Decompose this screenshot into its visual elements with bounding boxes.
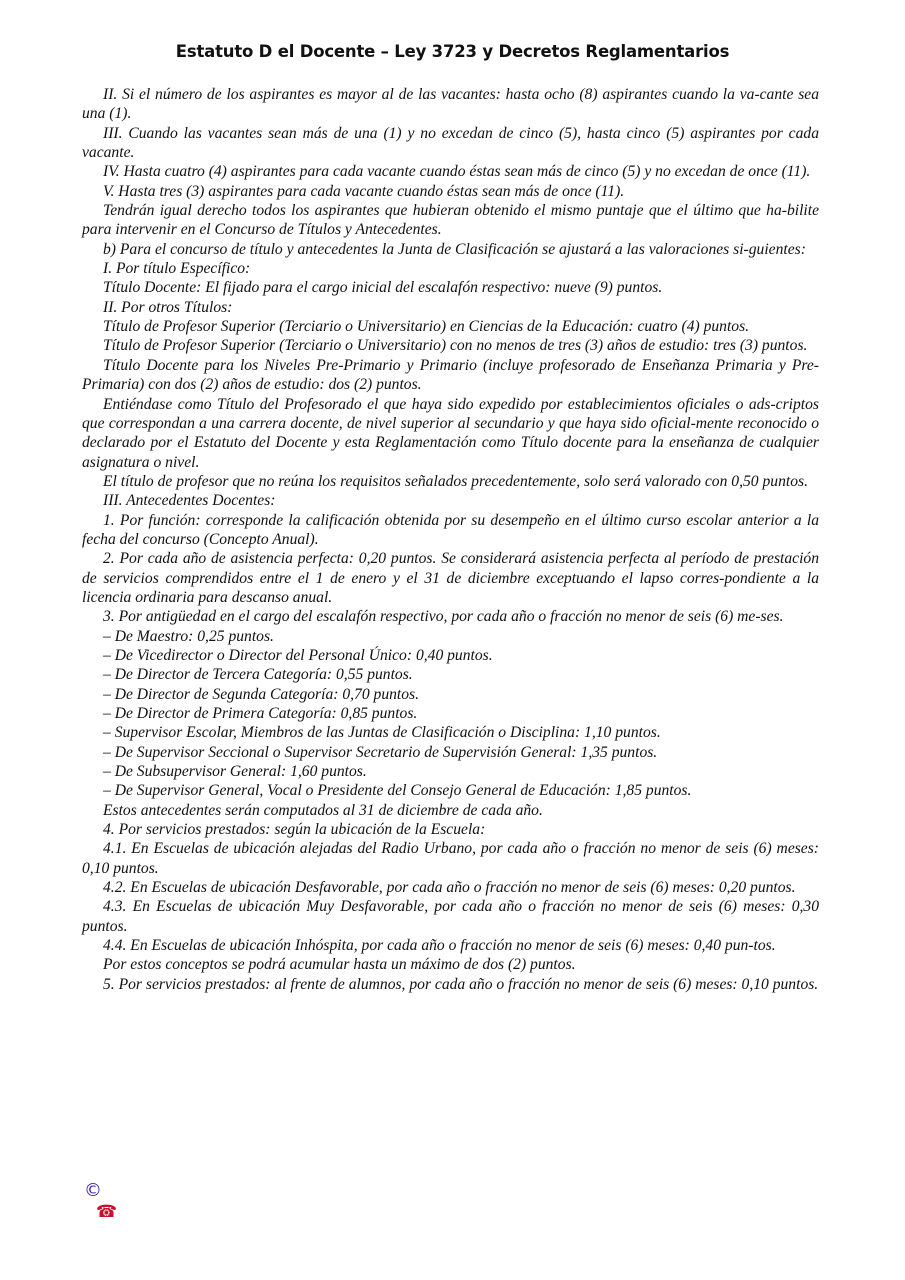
paragraph: IV. Hasta cuatro (4) aspirantes para cada vacante cuando éstas sean más de cinco (5) y no excedan de once (11).: [103, 163, 811, 181]
paragraph: II. Por otros Títulos:: [103, 298, 233, 316]
paragraph: Título Docente para los Niveles Pre-Primario y Primario (incluye profesorado de Enseñanza Primaria y Pre-Primaria) con dos (2) años de estudio: dos (2) puntos.: [82, 356, 819, 394]
paragraph: b) Para el concurso de título y antecedentes la Junta de Clasificación se ajustará a las valoraciones si-guientes:: [103, 240, 806, 258]
list-item: – Supervisor Escolar, Miembros de las Juntas de Clasificación o Disciplina: 1,10 puntos.: [103, 724, 661, 742]
list-item: – De Supervisor General, Vocal o Presidente del Consejo General de Educación: 1,85 puntos.: [103, 782, 692, 800]
paragraph: I. Por título Específico:: [103, 260, 251, 278]
paragraph: V. Hasta tres (3) aspirantes para cada vacante cuando éstas sean más de once (11).: [103, 182, 625, 200]
paragraph: El título de profesor que no reúna los requisitos señalados precedentemente, solo será valorado con 0,50 puntos.: [103, 472, 808, 490]
list-item: – De Maestro: 0,25 puntos.: [103, 627, 274, 645]
paragraph: 4.3. En Escuelas de ubicación Muy Desfavorable, por cada año o fracción no menor de seis (6) meses: 0,30 puntos.: [82, 898, 819, 935]
paragraph: 4.4. En Escuelas de ubicación Inhóspita, por cada año o fracción no menor de seis (6) meses: 0,40 pun-tos.: [103, 937, 776, 955]
paragraph: 2. Por cada año de asistencia perfecta: 0,20 puntos. Se considerará asistencia perfecta al período de prestación de servicios comprendidos entre el 1 de enero y el 31 de diciembre exceptuando el lapso corres-pondiente a la licencia ordinaria para descanso anual.: [82, 550, 819, 606]
paragraph: II. Si el número de los aspirantes es mayor al de las vacantes: hasta ocho (8) aspirantes cuando la va-cante sea una (1).: [82, 86, 819, 123]
paragraph: Entiéndase como Título del Profesorado el que haya sido expedido por establecimientos oficiales o ads-criptos que correspondan a una carrera docente, de nivel superior al secundario y que haya sido oficial-mente reconocido o declarado por el Estatuto del Docente y esta Reglamentación como Título docente para la enseñanza de cualquier asignatura o nivel.: [82, 395, 819, 471]
paragraph: Tendrán igual derecho todos los aspirantes que hubieran obtenido el mismo puntaje que el último que ha-bilite para intervenir en el Concurso de Títulos y Antecedentes.: [82, 202, 819, 239]
paragraph: III. Antecedentes Docentes:: [103, 492, 276, 510]
footer: [84, 1180, 384, 1222]
paragraph: Estos antecedentes serán computados al 31 de diciembre de cada año.: [103, 801, 543, 819]
paragraph: Título de Profesor Superior (Terciario o Universitario) en Ciencias de la Educación: cuatro (4) puntos.: [103, 318, 750, 336]
page-title: Estatuto D el Docente – Ley 3723 y Decretos Reglamentarios: [175, 42, 730, 61]
paragraph: 4.2. En Escuelas de ubicación Desfavorable, por cada año o fracción no menor de seis (6) meses: 0,20 puntos.: [103, 879, 796, 897]
paragraph: 3. Por antigüedad en el cargo del escalafón respectivo, por cada año o fracción no menor de seis (6) me-ses.: [103, 608, 784, 626]
footer-copyright-row: [84, 1180, 384, 1201]
paragraph: 4.1. En Escuelas de ubicación alejadas del Radio Urbano, por cada año o fracción no menor de seis (6) meses: 0,10 puntos.: [82, 840, 819, 877]
paragraph: Título de Profesor Superior (Terciario o Universitario) con no menos de tres (3) años de estudio: tres (3) puntos.: [103, 337, 808, 355]
list-item: – De Director de Tercera Categoría: 0,55 puntos.: [103, 666, 413, 684]
list-item: – De Director de Segunda Categoría: 0,70 puntos.: [103, 685, 420, 703]
list-item: – De Director de Primera Categoría: 0,85 puntos.: [103, 705, 418, 722]
document-body: [82, 85, 819, 994]
list-item: – De Vicedirector o Director del Personal Único: 0,40 puntos.: [103, 646, 493, 664]
copyright-icon: ©: [84, 1180, 102, 1201]
footer-phone-row: [84, 1201, 384, 1222]
list-item: – De Supervisor Seccional o Supervisor Secretario de Supervisión General: 1,35 puntos.: [103, 743, 658, 761]
phone-icon: ☎: [96, 1201, 118, 1222]
paragraph: 4. Por servicios prestados: según la ubicación de la Escuela:: [103, 821, 486, 839]
paragraph: III. Cuando las vacantes sean más de una (1) y no excedan de cinco (5), hasta cinco (5) aspirantes por cada vacante.: [82, 124, 819, 162]
list-item: – De Subsupervisor General: 1,60 puntos.: [103, 763, 367, 781]
paragraph: 5. Por servicios prestados: al frente de alumnos, por cada año o fracción no menor de seis (6) meses: 0,10 puntos.: [103, 975, 819, 993]
paragraph: 1. Por función: corresponde la calificación obtenida por su desempeño en el último curso escolar anterior a la fecha del concurso (Concepto Anual).: [82, 511, 819, 548]
paragraph: Título Docente: El fijado para el cargo inicial del escalafón respectivo: nueve (9) puntos.: [103, 279, 663, 297]
paragraph: Por estos conceptos se podrá acumular hasta un máximo de dos (2) puntos.: [103, 956, 576, 974]
